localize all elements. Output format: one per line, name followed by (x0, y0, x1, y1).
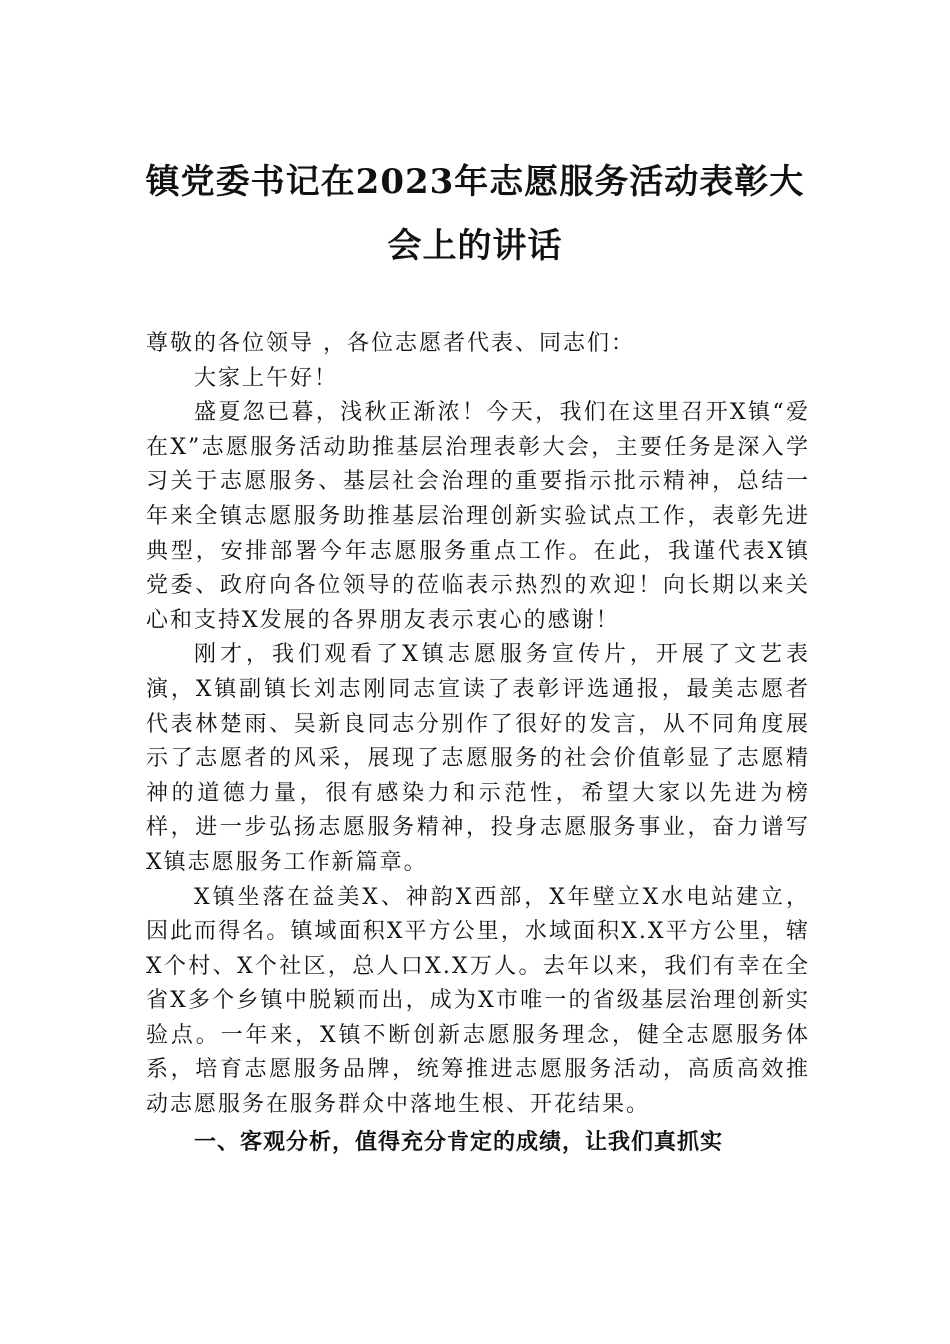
paragraph-activities: 刚才，我们观看了X镇志愿服务宣传片，开展了文艺表演，X镇副镇长刘志刚同志宣读了表彰评选通报，最美志愿者代表林楚雨、吴新良同志分别作了很好的发言，从不同角度展示了志愿者的风采，展现了志愿服务的社会价值彰显了志愿精神的道德力量，很有感染力和示范性，希望大家以先进为榜样，进一步弘扬志愿服务精神，投身志愿服务事业，奋力谱写X镇志愿服务工作新篇章。 (146, 642, 810, 875)
title-line-2: 会上的讲话 (387, 226, 563, 266)
paragraph-town-overview: X镇坐落在益美X、神韵X西部，X年壁立X水电站建立，因此而得名。镇域面积X平方公里，水域面积X.X平方公里，辖X个村、X个社区，总人口X.X万人。去年以来，我们有幸在全省X多个乡镇中脱颖而出，成为X市唯一的省级基层治理创新实验点。一年来，X镇不断创新志愿服务理念，健全志愿服务体系，培育志愿服务品牌，统筹推进志愿服务活动，高质高效推动志愿服务在服务群众中落地生根、开花结果。 (146, 884, 810, 1118)
greeting: 大家上午好！ (194, 365, 339, 391)
document-title (140, 150, 810, 278)
salutation: 尊敬的各位领导 ，各位志愿者代表、同志们： (146, 331, 635, 356)
title-line-1: 镇党委书记在2023年志愿服务活动表彰大 (145, 162, 805, 202)
document-body (146, 327, 810, 1159)
paragraph-opening: 盛夏忽已暮，浅秋正渐浓！今天，我们在这里召开X镇“爱在X”志愿服务活动助推基层治理表彰大会，主要任务是深入学习关于志愿服务、基层社会治理的重要指示批示精神，总结一年来全镇志愿服务助推基层治理创新实验试点工作，表彰先进典型，安排部署今年志愿服务重点工作。在此，我谨代表X镇党委、政府向各位领导的莅临表示热烈的欢迎！向长期以来关心和支持X发展的各界朋友表示衷心的感谢！ (146, 400, 810, 633)
section-heading: 一、客观分析，值得充分肯定的成绩，让我们真抓实 (194, 1128, 724, 1155)
